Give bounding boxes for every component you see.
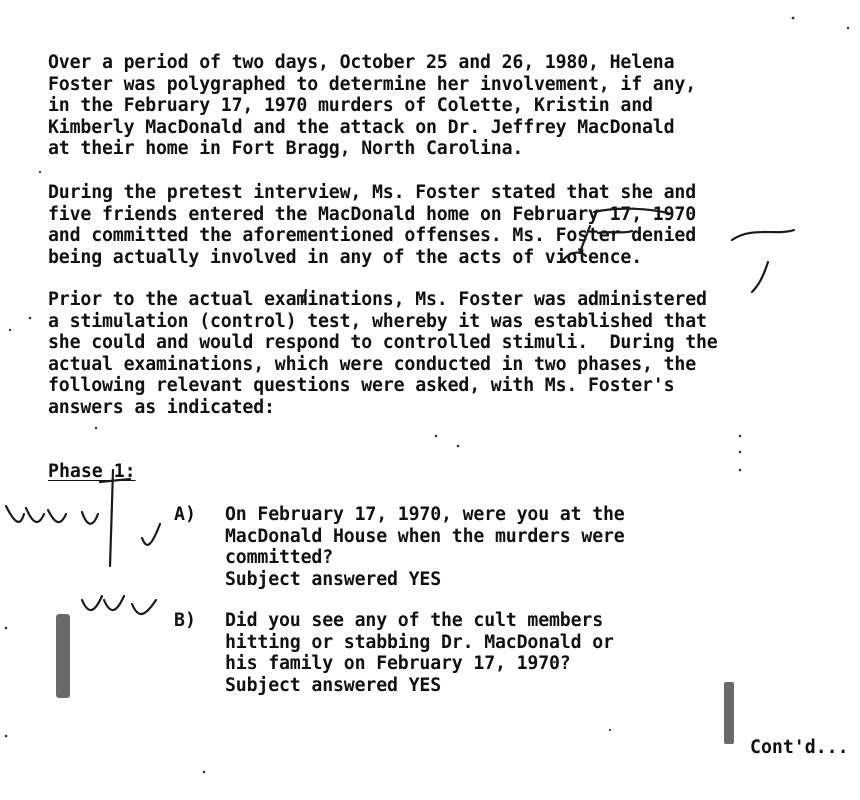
check-mark	[142, 524, 160, 545]
continued-note: Cont'd...	[750, 737, 849, 758]
text-line: Prior to the actual examinations, Ms. Foster was administered	[48, 289, 707, 310]
question-b	[225, 610, 614, 696]
text-line: at their home in Fort Bragg, North Carolina.	[48, 138, 524, 159]
text-line: in the February 17, 1970 murders of Colette, Kristin and	[48, 95, 653, 116]
check-mark	[82, 596, 102, 610]
question-line: On February 17, 1970, were you at the	[225, 504, 625, 525]
text-line: and committed the aforementioned offenses. Ms. Foster denied	[48, 225, 696, 246]
text-line: five friends entered the MacDonald home on February 17, 1970	[48, 203, 696, 225]
text-line: a stimulation (control) test, whereby it was established that	[48, 310, 707, 332]
paragraph-pretest	[48, 182, 696, 268]
question-line: committed?	[225, 547, 333, 568]
question-label: B)	[174, 610, 196, 631]
check-mark	[26, 508, 44, 522]
question-line: Did you see any of the cult members	[225, 610, 603, 631]
text-line: answers as indicated:	[48, 396, 275, 418]
text-line: she could and would respond to controlled stimuli. During the	[48, 332, 718, 353]
phase-heading: Phase 1:	[48, 461, 136, 482]
text-line: following relevant questions were asked, with Ms. Foster's	[48, 375, 675, 396]
question-line: hitting or stabbing Dr. MacDonald or	[225, 631, 614, 653]
answer-line: Subject answered YES	[225, 568, 441, 590]
text-line: During the pretest interview, Ms. Foster stated that she and	[48, 182, 696, 203]
text-line: actual examinations, which were conducted in two phases, the	[48, 353, 696, 375]
tick-mark	[752, 262, 768, 292]
text-line: Over a period of two days, October 25 and 26, 1980, Helena	[48, 52, 675, 73]
scribble-mark	[732, 230, 794, 240]
vertical-stroke	[110, 470, 113, 566]
question-line: MacDonald House when the murders were	[225, 525, 625, 547]
question-label: A)	[174, 504, 196, 525]
text-line: being actually involved in any of the acts of violence.	[48, 246, 642, 268]
question-a	[225, 504, 625, 590]
paragraph-intro	[48, 52, 696, 160]
check-mark	[104, 596, 124, 610]
check-mark	[82, 512, 98, 524]
paragraph-examinations	[48, 289, 718, 418]
check-mark	[48, 510, 66, 522]
check-mark	[6, 506, 24, 522]
text-line: Kimberly MacDonald and the attack on Dr. Jeffrey MacDonald	[48, 116, 675, 138]
question-line: his family on February 17, 1970?	[225, 653, 571, 674]
answer-line: Subject answered YES	[225, 674, 441, 696]
text-line: Foster was polygraphed to determine her involvement, if any,	[48, 73, 696, 95]
check-mark	[132, 600, 156, 614]
